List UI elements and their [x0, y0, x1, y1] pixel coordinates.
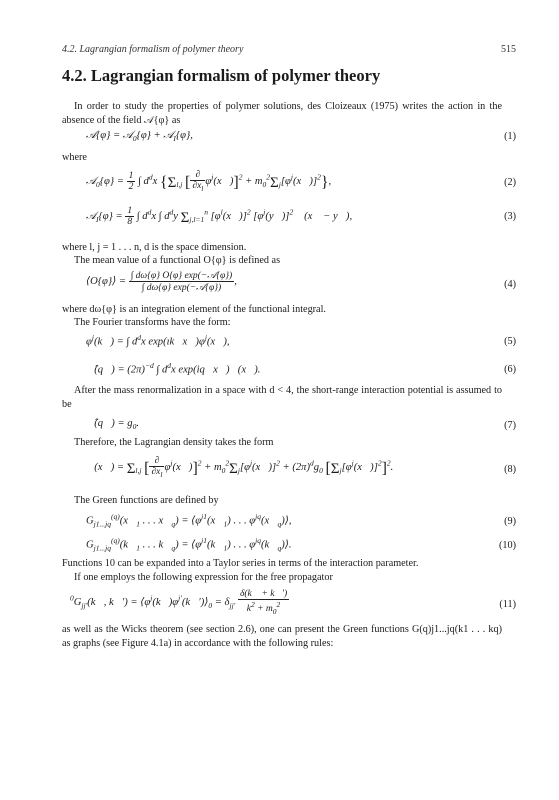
equation-number-2: (2) [504, 177, 516, 188]
equation-4: ⟨O{φ}⟩ = $\frac{\text{∫ dω\{φ\} O\{φ\} exp(−𝒜\{φ\})}}{\text{∫ dω\{φ\} exp(−𝒜\{φ\})}}$ , [86, 271, 237, 293]
paragraph-therefore: Therefore, the Lagrangian density takes the form [74, 437, 274, 448]
equation-number-9: (9) [504, 516, 516, 527]
equation-7: 𝒱̂(q⃗) = $g_0$. [86, 418, 139, 432]
paragraph-intro: In order to study the properties of polymer solutions, des Cloizeaux (1975) writes the action in the absence of the field 𝒜{φ} as [62, 101, 502, 126]
paragraph-fourier: The Fourier transforms have the form: [74, 317, 231, 328]
paragraph-measure: where dω{φ} is an integration element of the functional integral. [62, 304, 326, 315]
equation-3: 𝒜$_I${φ} = $\frac{1}{8}$ ∫ $d^dx$ ∫ $d^dy$ $\Sigma_{j,l=1}^n$ $[\varphi^l(x⃗)]^2$ $[\varphi^j(y⃗)]^2$ 𝒱(x⃗ − y⃗), [86, 206, 353, 227]
equation-6: 𝒱̂(q⃗) = $(2\pi)^{-d}$ ∫ $d^dx$ exp(iq⃗x⃗)𝒱(x⃗). [86, 361, 261, 376]
equation-9: $G_{j1...jq}^{(q)}(x⃗_1$ . . . $x⃗_q$) = $⟨\varphi^{j1}(x⃗_1)$ . . . $\varphi^{jq}(x⃗_q)⟩$, [86, 512, 292, 529]
equation-5: $\varphi^j(k⃗)$ = ∫ $d^dx$ $\exp(ık⃗x⃗)\varphi^j(x⃗)$, [86, 333, 230, 348]
equation-11: $^0G_{jj'}(k⃗$, k⃗′) = $⟨\varphi^j(k⃗)\varphi^{j'}(k⃗')⟩_0 = \delta_{jj'}$ $\frac{\delta(k⃗ + k⃗')}{k^2 + m_0^2}$ [70, 589, 288, 617]
paragraph-green-functions: The Green functions are defined by [74, 495, 219, 506]
paragraph-taylor: Functions 10 can be expanded into a Taylor series in terms of the interaction parameter. [62, 558, 419, 569]
equation-number-11: (11) [499, 599, 516, 610]
equation-number-1: (1) [504, 131, 516, 142]
running-header: 4.2. Lagrangian formalism of polymer theory [62, 44, 244, 55]
paragraph-propagator: If one employs the following expression for the free propagator [74, 572, 333, 583]
paragraph-dimensions: where l, j = 1 . . . n, d is the space dimension. [62, 242, 247, 253]
equation-1: 𝒜{φ} = 𝒜$_0${φ} + 𝒜$_I${φ}, [86, 130, 193, 144]
equation-number-6: (6) [504, 364, 516, 375]
equation-number-4: (4) [504, 279, 516, 290]
section-title: 4.2. Lagrangian formalism of polymer theory [62, 66, 381, 85]
equation-2: 𝒜$_0${φ} = $\frac{1}{2}$ ∫ $d^dx$ {$\Sigma_{l,j}$ [ $\frac{\partial}{\partial x_l}$ $\varphi^j(x⃗)]^2$ + $m_0^2\Sigma_j[\varphi^j(x⃗)]^2$}, [86, 170, 332, 193]
equation-number-10: (10) [499, 540, 516, 551]
equation-number-3: (3) [504, 211, 516, 222]
paragraph-renormalization: After the mass renormalization in a space with d < 4, the short-range interaction potential is assumed to be [62, 385, 502, 410]
equation-number-7: (7) [504, 420, 516, 431]
paragraph-where: where [62, 152, 87, 163]
paragraph-wicks: as well as the Wicks theorem (see section 2.6), one can present the Green functions G(q)j1...jq(k1 . . . kq) as graphs (see Figure 4.1a) in accordance with the following rules: [62, 624, 502, 649]
equation-10: $G_{j1...jq}^{(q)}(k⃗_1$ . . . $k⃗_q$) = $⟨\varphi^{j1}(k⃗_1)$ . . . $\varphi^{jq}(k⃗_q)⟩$. [86, 536, 292, 553]
equation-number-5: (5) [504, 336, 516, 347]
paragraph-mean-value: The mean value of a functional O{φ} is defined as [74, 255, 281, 266]
equation-8: ℒ(x⃗) = $\Sigma_{l,j}$ [ $\frac{\partial}{\partial x_l}$ $\varphi^j(x⃗)]^2$ + $m_0^2\Sigma_j[\varphi^j(x⃗)]^2 + (2\pi)^dg_0$ $[\Sigma_j[\varphi^j(x⃗)]^2]^2$. [86, 456, 394, 479]
equation-number-8: (8) [504, 464, 516, 475]
page-number: 515 [501, 44, 516, 55]
